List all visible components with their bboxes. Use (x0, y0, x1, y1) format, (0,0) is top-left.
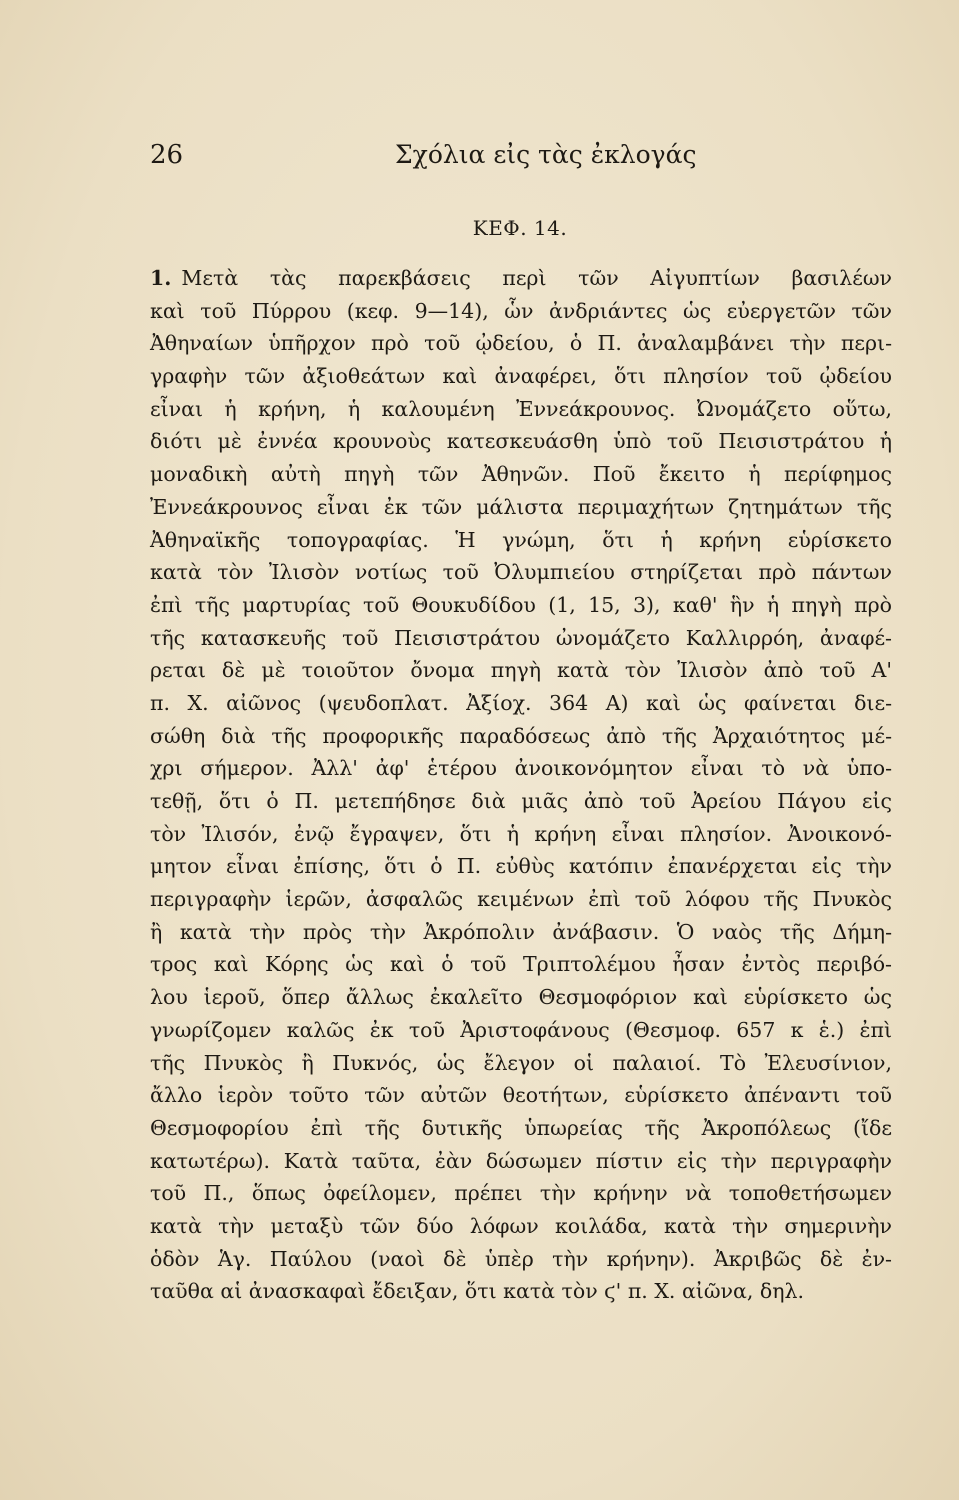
text-line: ρεται δὲ μὲ τοιοῦτον ὄνομα πηγὴ κατὰ τὸν Ἰλισὸν ἀπὸ τοῦ Α' (150, 658, 892, 683)
text-line: 1. Μετὰ τὰς παρεκβάσεις περὶ τῶν Αἰγυπτίων βασιλέων (150, 266, 892, 290)
text-line: Ἀθηναίων ὑπῆρχον πρὸ τοῦ ᾠδείου, ὁ Π. ἀναλαμβάνει τὴν περι- (150, 331, 892, 356)
text-line: διότι μὲ ἐννέα κρουνοὺς κατεσκευάσθη ὑπὸ τοῦ Πεισιστράτου ἡ (150, 429, 892, 454)
text-line: περιγραφὴν ἱερῶν, ἀσφαλῶς κειμένων ἐπὶ τοῦ λόφου τῆς Πνυκὸς (150, 887, 892, 912)
chapter-heading: ΚΕΦ. 14. (472, 216, 568, 240)
paragraph-marker: 1. (150, 266, 172, 290)
text-line: π. Χ. αἰῶνος (ψευδοπλατ. Ἀξίοχ. 364 Α) καὶ ὡς φαίνεται διε- (150, 690, 892, 715)
text-line: γνωρίζομεν καλῶς ἐκ τοῦ Ἀριστοφάνους (Θεσμοφ. 657 κ ἑ.) ἐπὶ (150, 1017, 892, 1042)
text-line: Ἀθηναϊκῆς τοπογραφίας. Ἡ γνώμη, ὅτι ἡ κρήνη εὑρίσκετο (150, 527, 892, 552)
text-line: χρι σήμερον. Ἀλλ' ἀφ' ἑτέρου ἀνοικονόμητον εἶναι τὸ νὰ ὑπο- (150, 756, 892, 781)
text-line: ἢ κατὰ τὴν πρὸς τὴν Ἀκρόπολιν ἀνάβασιν. Ὁ ναὸς τῆς Δήμη- (150, 919, 892, 944)
text-line: καὶ τοῦ Πύρρου (κεφ. 9—14), ὧν ἀνδριάντες ὡς εὐεργετῶν τῶν (150, 298, 892, 323)
text-line: εἶναι ἡ κρήνη, ἡ καλουμένη Ἐννεάκρουνος. Ὠνομάζετο οὕτω, (150, 396, 892, 421)
text-line: μοναδικὴ αὐτὴ πηγὴ τῶν Ἀθηνῶν. Ποῦ ἔκειτο ἡ περίφημος (150, 462, 892, 487)
text-line: τοῦ Π., ὅπως ὀφείλομεν, πρέπει τὴν κρήνην νὰ τοποθετήσωμεν (150, 1181, 892, 1206)
text-line: κατωτέρω). Κατὰ ταῦτα, ἐὰν δώσωμεν πίστιν εἰς τὴν περιγραφὴν (150, 1148, 892, 1173)
text-line: τρος καὶ Κόρης ὡς καὶ ὁ τοῦ Τριπτολέμου ἦσαν ἐντὸς περιβό- (150, 952, 892, 977)
text-line: τῆς Πνυκὸς ἢ Πυκνός, ὡς ἔλεγον οἱ παλαιοί. Τὸ Ἐλευσίνιον, (150, 1050, 892, 1075)
running-title: Σχόλια εἰς τὰς ἐκλογάς (395, 140, 697, 169)
text-line: μητον εἶναι ἐπίσης, ὅτι ὁ Π. εὐθὺς κατόπιν ἐπανέρχεται εἰς τὴν (150, 854, 892, 879)
paragraph-body (150, 262, 892, 1308)
text-line: σώθη διὰ τῆς προφορικῆς παραδόσεως ἀπὸ τῆς Ἀρχαιότητος μέ- (150, 723, 892, 748)
text-line: ἐπὶ τῆς μαρτυρίας τοῦ Θουκυδίδου (1, 15, 3), καθ' ἣν ἡ πηγὴ πρὸ (150, 592, 892, 617)
page-number: 26 (150, 140, 184, 170)
text-line: Θεσμοφορίου ἐπὶ τῆς δυτικῆς ὑπωρείας τῆς Ἀκροπόλεως (ἴδε (150, 1115, 892, 1140)
text-line: Ἐννεάκρουνος εἶναι ἐκ τῶν μάλιστα περιμαχήτων ζητημάτων τῆς (150, 494, 892, 519)
text-line: ὁδὸν Ἁγ. Παύλου (ναοὶ δὲ ὑπὲρ τὴν κρήνην). Ἀκριβῶς δὲ ἐν- (150, 1246, 892, 1271)
text-line: ταῦθα αἱ ἀνασκαφαὶ ἔδειξαν, ὅτι κατὰ τὸν ϛ' π. Χ. αἰῶνα, δηλ. (150, 1279, 805, 1304)
text-line: κατὰ τὸν Ἰλισὸν νοτίως τοῦ Ὀλυμπιείου στηρίζεται πρὸ πάντων (150, 560, 892, 585)
text-line: γραφὴν τῶν ἀξιοθεάτων καὶ ἀναφέρει, ὅτι πλησίον τοῦ ᾠδείου (150, 364, 892, 389)
text-line: τῆς κατασκευῆς τοῦ Πεισιστράτου ὠνομάζετο Καλλιρρόη, ἀναφέ- (150, 625, 892, 650)
text-line: λου ἱεροῦ, ὅπερ ἄλλως ἐκαλεῖτο Θεσμοφόριον καὶ εὑρίσκετο ὡς (150, 985, 892, 1010)
text-line: τεθῇ, ὅτι ὁ Π. μετεπήδησε διὰ μιᾶς ἀπὸ τοῦ Ἀρείου Πάγου εἰς (150, 789, 892, 813)
page-header (150, 140, 890, 180)
text-line: ἄλλο ἱερὸν τοῦτο τῶν αὐτῶν θεοτήτων, εὑρίσκετο ἀπέναντι τοῦ (150, 1083, 892, 1108)
text-line: κατὰ τὴν μεταξὺ τῶν δύο λόφων κοιλάδα, κατὰ τὴν σημερινὴν (150, 1213, 892, 1238)
text-line: τὸν Ἰλισόν, ἐνῷ ἔγραψεν, ὅτι ἡ κρήνη εἶναι πλησίον. Ἀνοικονό- (150, 821, 892, 846)
